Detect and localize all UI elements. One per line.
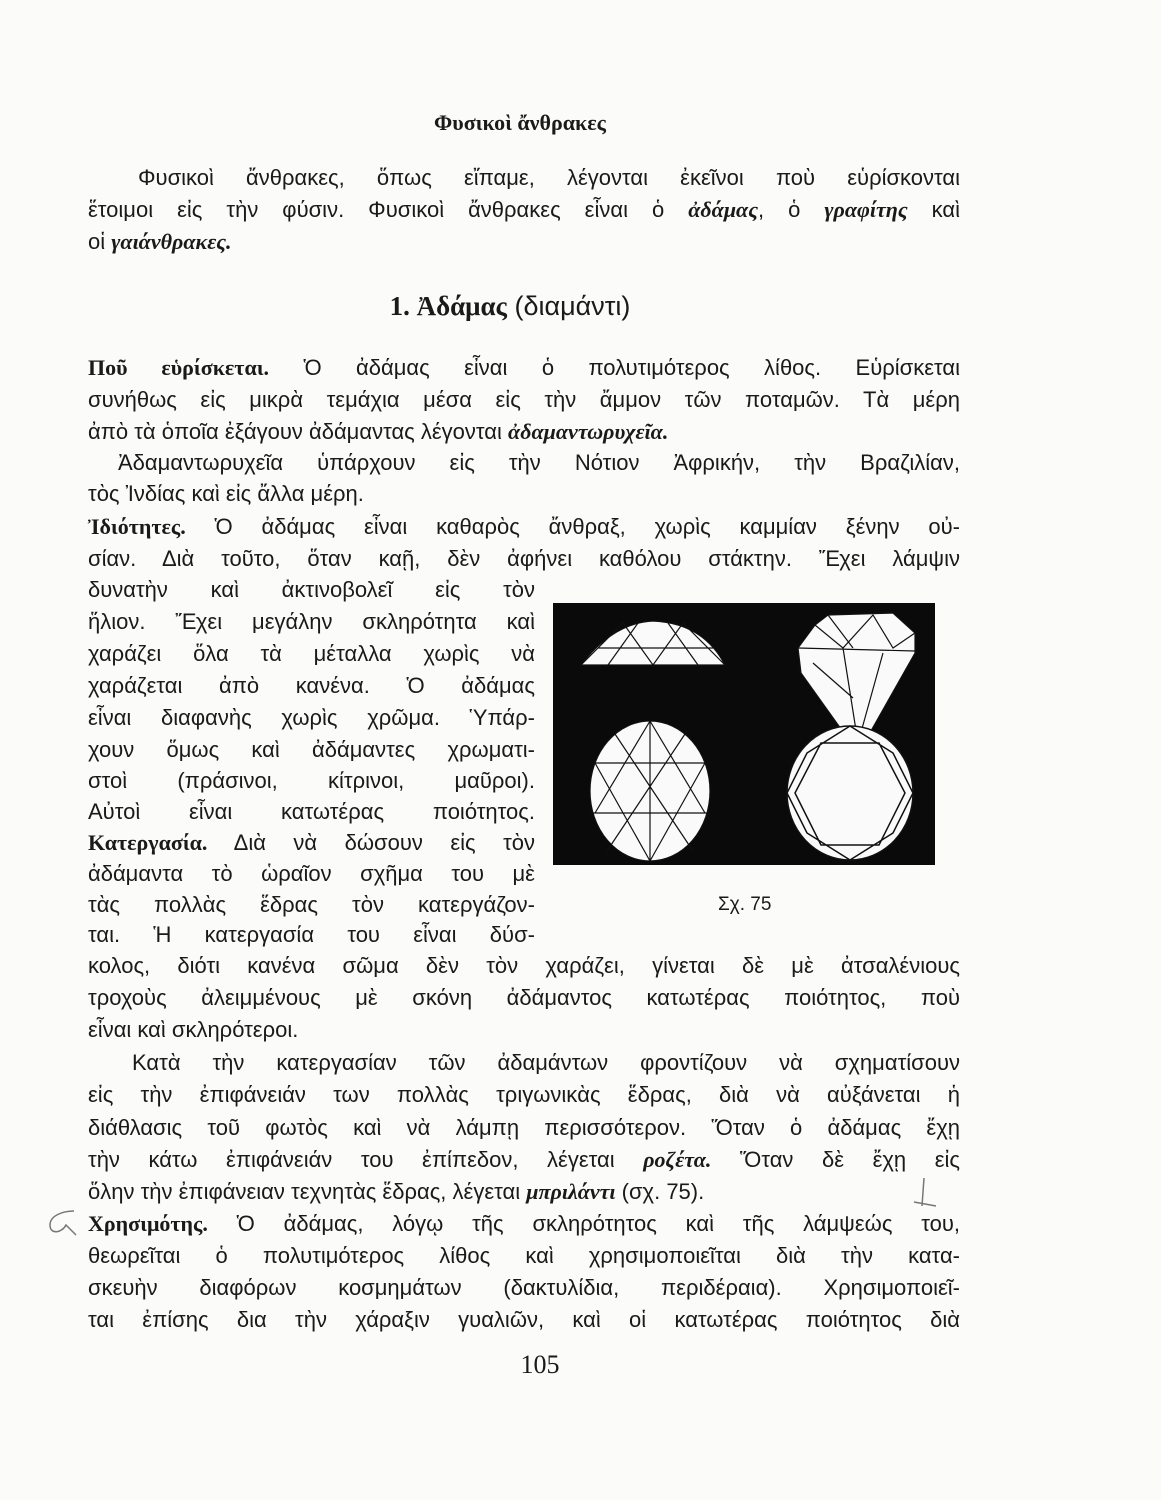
text-line: [88, 196, 960, 224]
text-segment: Ὁ ἀδάμας εἶναι καθαρὸς ἄνθραξ, χωρὶς καμμίαν ξένην οὐ-: [185, 514, 960, 539]
text-line: [88, 1016, 960, 1044]
text-segment: εἰς τὴν ἐπιφάνειάν των πολλὰς τριγωνικὰς ἕδρας, διὰ νὰ αὐξάνεται ἡ: [88, 1082, 960, 1107]
figure-caption: Σχ. 75: [718, 894, 772, 915]
text-segment: χαράζει ὅλα τὰ μέταλλα χωρὶς νὰ: [88, 641, 535, 666]
text-segment: χουν ὅμως καὶ ἀδάμαντες χρωματι-: [88, 737, 535, 762]
text-line: [88, 354, 960, 382]
emphasized-term: γαιάνθρακες.: [111, 229, 232, 254]
heading-subtitle: (διαμάντι): [506, 291, 631, 321]
page-number: 105: [520, 1350, 560, 1379]
emphasized-term: Κατεργασία.: [88, 830, 208, 855]
diamond-cuts-figure: [553, 603, 935, 865]
text-line: [88, 860, 535, 888]
text-segment: (σχ. 75).: [615, 1179, 705, 1204]
emphasized-term: ἀδαμαντωρυχεῖα.: [508, 419, 669, 444]
text-segment: ται ἐπίσης δια τὴν χάραξιν γυαλιῶν, καὶ οἱ κατωτέρας ποιότητος διὰ: [88, 1307, 960, 1332]
handwritten-alpha-mark: [44, 1205, 78, 1239]
text-segment: κολος, διότι κανένα σῶμα δὲν τὸν χαράζει, γίνεται δὲ μὲ ἀτσαλένιους: [88, 953, 960, 978]
text-line: [88, 1114, 960, 1142]
text-line: [88, 1081, 960, 1109]
rose-cut-top-view: [590, 721, 710, 861]
brilliant-top-view: [787, 726, 913, 860]
text-line: [88, 921, 535, 949]
emphasized-term: γραφίτης: [824, 197, 908, 222]
heading-main: 1. Ἀδάμας: [389, 291, 507, 321]
text-segment: εἶναι διαφανὴς χωρὶς χρῶμα. Ὑπάρ-: [88, 705, 535, 730]
text-segment: σίαν. Διὰ τοῦτο, ὅταν καῇ, δὲν ἀφήνει καθόλου στάκτην. Ἔχει λάμψιν: [88, 546, 960, 571]
text-line: [88, 1178, 918, 1206]
text-line: [88, 891, 535, 919]
text-segment: Αὐτοὶ εἶναι κατωτέρας ποιότητος.: [88, 799, 535, 824]
text-line: [88, 829, 535, 857]
text-line: [88, 640, 535, 668]
text-line: [88, 228, 960, 256]
text-segment: ἀδάμαντα τὸ ὡραῖον σχῆμα του μὲ: [88, 861, 535, 886]
text-segment: τὴν κάτω ἐπιφάνειάν του ἐπίπεδον, λέγεται: [88, 1147, 644, 1172]
text-segment: ἥλιον. Ἔχει μεγάλην σκληρότητα καὶ: [88, 609, 535, 634]
text-segment: χαράζεται ἀπὸ κανένα. Ὁ ἀδάμας: [88, 673, 535, 698]
text-segment: οἱ: [88, 229, 112, 254]
emphasized-term: Χρησιμότης.: [88, 1211, 208, 1236]
text-line: [88, 798, 535, 826]
text-segment: Φυσικοὶ ἄνθρακες, ὅπως εἴπαμε, λέγονται ἐκεῖνοι ποὺ εὑρίσκονται: [138, 165, 960, 190]
text-line: [88, 608, 535, 636]
text-segment: Κατὰ τὴν κατεργασίαν τῶν ἀδαμάντων φροντίζουν νὰ σχηματίσουν: [132, 1050, 960, 1075]
text-segment: Ὁ ἀδάμας, λόγῳ τῆς σκληρότητος καὶ τῆς λάμψεώς του,: [207, 1211, 960, 1236]
text-line: [132, 1049, 960, 1077]
text-segment: τροχοὺς ἀλειμμένους μὲ σκόνη ἀδάμαντος κατωτέρας ποιότητος, ποὺ: [88, 985, 960, 1010]
text-segment: στοὶ (πράσινοι, κίτρινοι, μαῦροι).: [88, 768, 535, 793]
emphasized-term: ροζέτα.: [643, 1147, 712, 1172]
text-line: [88, 1306, 960, 1334]
text-segment: εἶναι καὶ σκληρότεροι.: [88, 1017, 299, 1042]
emphasized-term: μπριλάντι: [526, 1179, 616, 1204]
text-segment: συνήθως εἰς μικρὰ τεμάχια μέσα εἰς τὴν ἄμμον τῶν ποταμῶν. Τὰ μέρη: [88, 387, 960, 412]
text-line: [88, 1242, 960, 1270]
text-line: [138, 164, 960, 192]
text-segment: σκευὴν διαφόρων κοσμημάτων (δακτυλίδια, περιδέραια). Χρησιμοποιεῖ-: [88, 1275, 960, 1300]
text-segment: Διὰ νὰ δώσουν εἰς τὸν: [207, 830, 535, 855]
text-line: [88, 672, 535, 700]
text-line: [88, 386, 960, 414]
text-segment: Ὁ ἀδάμας εἶναι ὁ πολυτιμότερος λίθος. Εὑρίσκεται: [269, 355, 961, 380]
text-line: [88, 1210, 960, 1238]
text-segment: θεωρεῖται ὁ πολυτιμότερος λίθος καὶ χρησιμοποιεῖται διὰ τὴν κατα-: [88, 1243, 960, 1268]
text-line: [118, 449, 960, 477]
text-line: [88, 952, 960, 980]
text-segment: Ἀδαμαντωρυχεῖα ὑπάρχουν εἰς τὴν Νότιον Ἀφρικήν, τὴν Βραζιλίαν,: [118, 450, 960, 475]
text-segment: Ὅταν δὲ ἔχῃ εἰς: [711, 1147, 961, 1172]
text-segment: τὸς Ἰνδίας καὶ εἰς ἄλλα μέρη.: [88, 481, 364, 506]
section-title: Φυσικοὶ ἄνθρακες: [434, 110, 606, 135]
text-line: [88, 418, 960, 446]
text-segment: τὰς πολλὰς ἕδρας τὸν κατεργάζον-: [88, 892, 535, 917]
text-line: [88, 513, 960, 541]
text-line: [88, 1274, 960, 1302]
text-segment: ἀπὸ τὰ ὁποῖα ἐξάγουν ἀδάμαντας λέγονται: [88, 419, 509, 444]
emphasized-term: Ποῦ εὑρίσκεται.: [88, 355, 270, 380]
emphasized-term: ἀδάμας: [688, 197, 759, 222]
text-line: [88, 1146, 960, 1174]
text-line: [88, 576, 535, 604]
text-segment: ται. Ἡ κατεργασία του εἶναι δύσ-: [88, 922, 535, 947]
text-segment: ὅλην τὴν ἐπιφάνειαν τεχνητὰς ἕδρας, λέγεται: [88, 1179, 527, 1204]
text-line: [88, 736, 535, 764]
handwritten-check-mark: [912, 1176, 938, 1212]
text-segment: διάθλασις τοῦ φωτὸς καὶ νὰ λάμπῃ περισσότερον. Ὅταν ὁ ἀδάμας ἔχῃ: [88, 1115, 960, 1140]
emphasized-term: Ἰδιότητες.: [88, 514, 186, 539]
text-segment: καὶ: [907, 197, 961, 222]
text-line: [88, 480, 960, 508]
text-segment: δυνατὴν καὶ ἀκτινοβολεῖ εἰς τὸν: [88, 577, 535, 602]
text-segment: , ὁ: [758, 197, 825, 222]
subsection-heading: [0, 291, 1020, 322]
text-line: [88, 984, 960, 1012]
text-segment: ἕτοιμοι εἰς τὴν φύσιν. Φυσικοὶ ἄνθρακες εἶναι ὁ: [88, 197, 689, 222]
text-line: [88, 704, 535, 732]
text-line: [88, 767, 535, 795]
text-line: [88, 545, 960, 573]
